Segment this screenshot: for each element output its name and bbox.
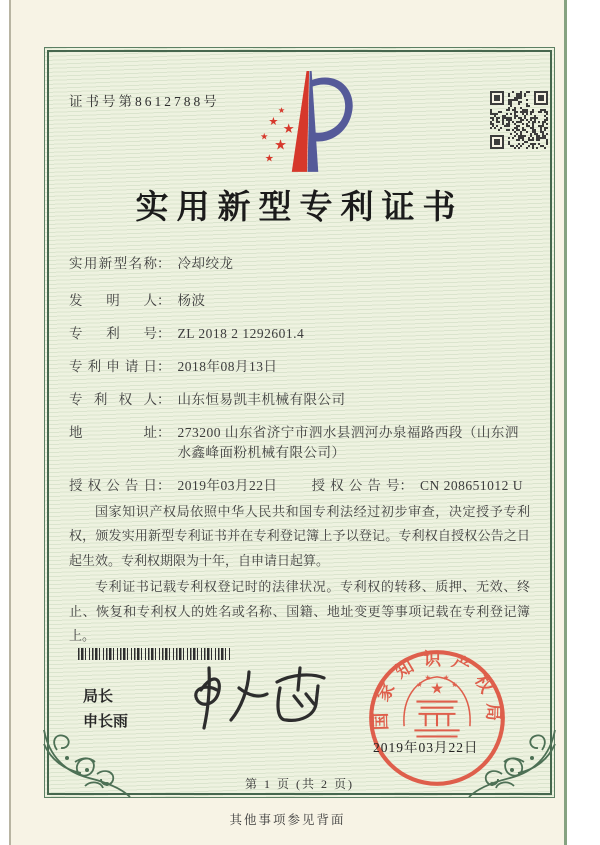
decorative-frame (44, 47, 555, 798)
cnipa-patent-logo-icon (253, 68, 355, 178)
page-number: 第 1 页 (共 2 页) (245, 777, 354, 791)
field-value: CN 208651012 U (420, 478, 524, 493)
svg-text:★: ★ (260, 131, 269, 143)
svg-text:★: ★ (443, 672, 450, 682)
colon: ： (157, 425, 171, 440)
svg-text:★: ★ (451, 680, 458, 690)
svg-text:★: ★ (416, 680, 423, 690)
field-row-inventor (69, 291, 528, 311)
svg-text:★: ★ (274, 137, 287, 154)
field-label: 授权公告日 (69, 478, 157, 493)
field-list (69, 254, 528, 496)
field-label: 发明人 (69, 293, 157, 308)
field-label: 专利权人 (69, 392, 157, 407)
field-value: 2018年08月13日 (177, 359, 278, 374)
svg-text:★: ★ (264, 153, 274, 165)
svg-text:★: ★ (282, 122, 295, 138)
svg-text:★: ★ (268, 115, 279, 129)
field-value: ZL 2018 2 1292601.4 (177, 326, 305, 341)
scanned-sheet (9, 0, 567, 845)
legal-paragraph: 国家知识产权局依照中华人民共和国专利法经过初步审查，决定授予专利权，颁发实用新型专利证书并在专利登记簿上予以登记。专利权自授权公告之日起生效。专利权期限为十年，自申请日起算。 (69, 504, 530, 568)
national-emblem-seal-icon (365, 646, 509, 790)
colon: ： (157, 392, 171, 407)
field-label: 授权公告号 (311, 478, 400, 493)
grant-number-group (312, 476, 524, 496)
qr-code-icon (490, 91, 548, 149)
field-row-filing-date (69, 357, 528, 377)
director-title: 局长 (83, 688, 114, 705)
field-value: 山东恒易凯丰机械有限公司 (177, 392, 346, 407)
field-row-name (69, 254, 528, 274)
grant-date-group (69, 476, 278, 496)
svg-text:★: ★ (424, 672, 431, 682)
colon: ： (157, 256, 171, 271)
back-note: 其他事项参见背面 (229, 813, 346, 827)
field-value: 2019年03月22日 (177, 478, 278, 493)
director-signature-icon (171, 660, 341, 738)
corner-flourish-icon (41, 700, 133, 800)
field-label: 专利申请日 (69, 359, 157, 374)
legal-paragraph: 专利证书记载专利权登记时的法律状况。专利权的转移、质押、无效、终止、恢复和专利权人的姓名或名称、国籍、地址变更等事项记载在专利登记簿上。 (69, 579, 530, 644)
seal-text: 国家知识产权局 (370, 648, 504, 731)
colon: ： (157, 326, 171, 341)
director-name: 申长雨 (83, 713, 129, 730)
barcode-icon (78, 648, 230, 660)
colon: ： (157, 293, 171, 308)
field-row-address (69, 423, 528, 463)
field-row-patent-no (69, 324, 528, 344)
field-label: 实用新型名称 (69, 256, 157, 271)
field-label: 专利号 (69, 326, 157, 341)
certificate-title: 实用新型专利证书 (135, 190, 464, 226)
field-label: 地址 (69, 425, 157, 440)
field-value: 273200 山东省济宁市泗水县泗河办泉福路西段（山东泗水鑫峰面粉机械有限公司） (177, 425, 519, 460)
colon: ： (157, 359, 171, 374)
legal-text (69, 500, 530, 651)
svg-text:★: ★ (430, 679, 444, 698)
certificate-number: 证书号第8612788号 (69, 94, 220, 109)
field-value: 冷却绞龙 (177, 256, 234, 271)
svg-text:★: ★ (277, 104, 286, 115)
field-value: 杨波 (177, 293, 206, 308)
field-row-grant (69, 476, 528, 496)
colon: ： (399, 478, 413, 493)
field-row-patentee (69, 390, 528, 410)
seal-date: 2019年03月22日 (373, 740, 479, 755)
colon: ： (157, 478, 171, 493)
